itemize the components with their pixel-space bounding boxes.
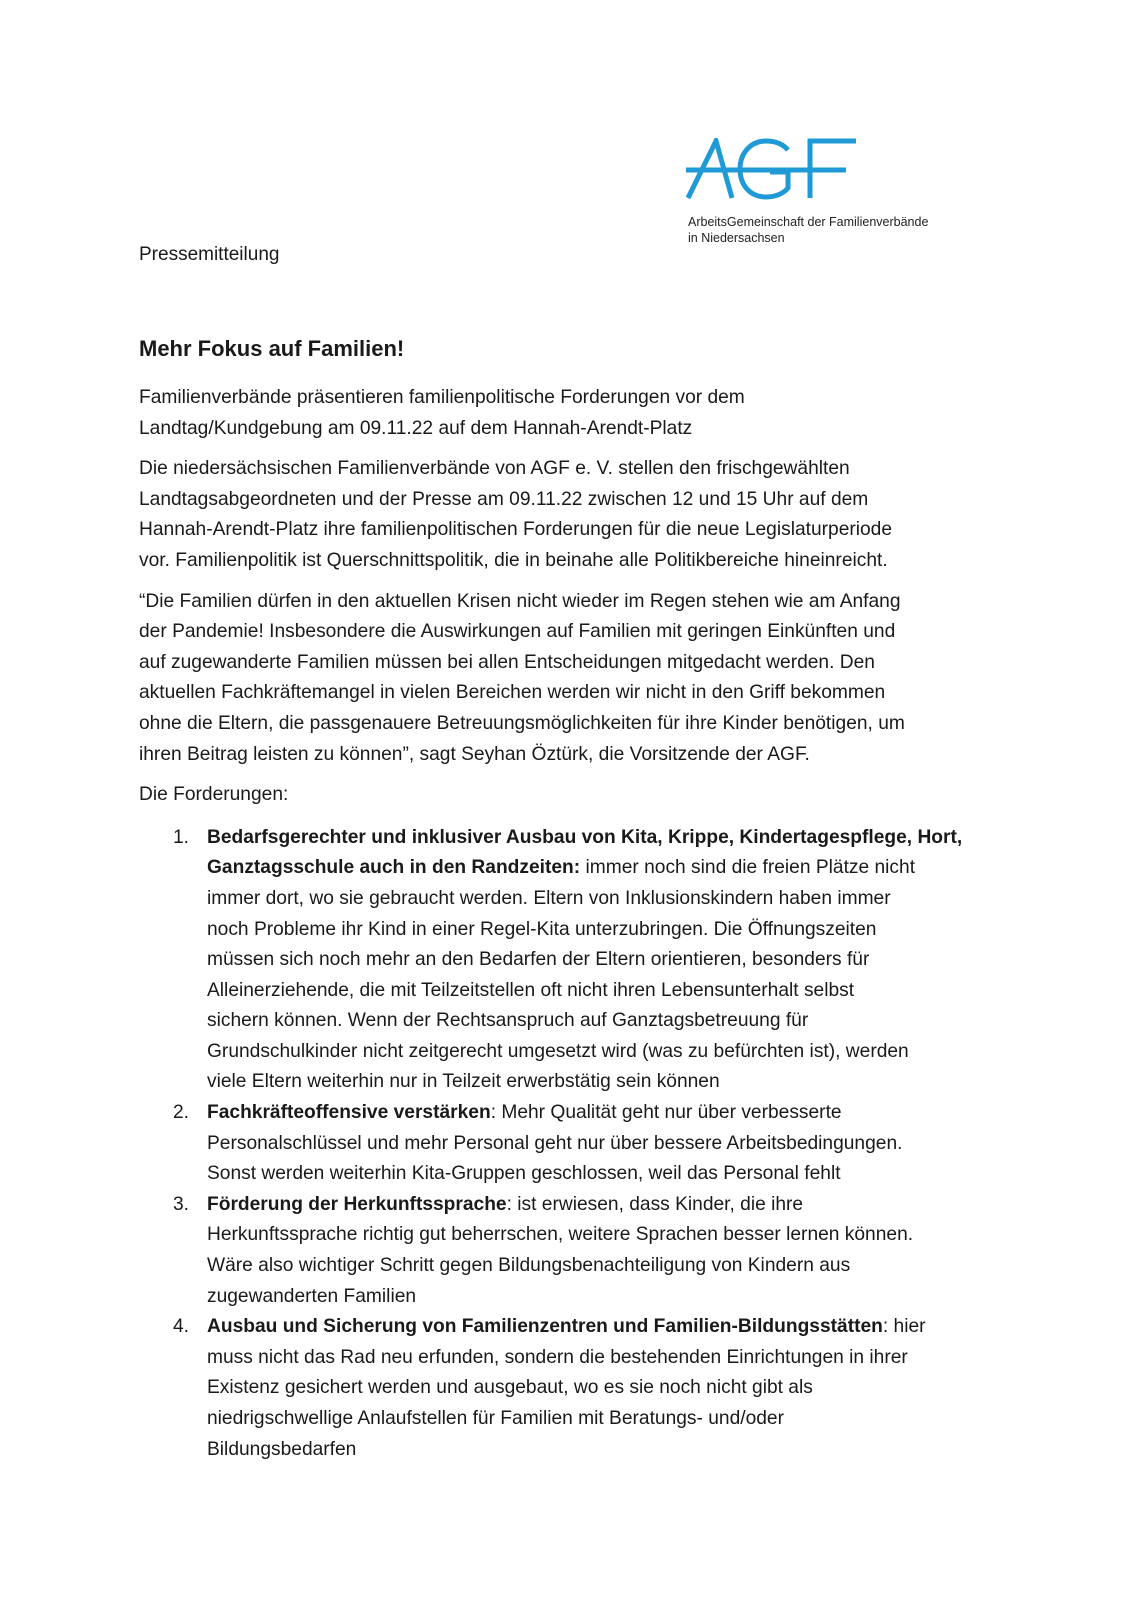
text-line	[207, 823, 1009, 854]
text-line: Existenz gesichert werden und ausgebaut, wo es sie noch nicht gibt als	[207, 1377, 813, 1399]
text-line: Die niedersächsischen Familienverbände von AGF e. V. stellen den frischgewählten	[139, 458, 850, 480]
list-item	[173, 1190, 1009, 1312]
text-line: ihren Beitrag leisten zu können”, sagt Seyhan Öztürk, die Vorsitzende der AGF.	[139, 743, 810, 765]
text-line: “Die Familien dürfen in den aktuellen Krisen nicht wieder im Regen stehen wie am Anfang	[139, 590, 901, 612]
agf-logo	[686, 138, 946, 246]
list-number: 2.	[173, 1102, 190, 1124]
demand-title: Ganztagsschule auch in den Randzeiten:	[207, 857, 581, 879]
document-body	[139, 383, 1009, 1465]
text-line: Familienverbände präsentieren familienpolitische Forderungen vor dem	[139, 387, 745, 408]
demand-title: Ausbau und Sicherung von Familienzentren und Familien-Bildungsstätten	[207, 1316, 883, 1338]
text-line: vor. Familienpolitik ist Querschnittspolitik, die in beinahe alle Politikbereiche hineinreicht.	[139, 549, 888, 571]
text-line: Hannah-Arendt-Platz ihre familienpolitischen Forderungen für die neue Legislaturperiode	[139, 519, 893, 541]
list-number: 4.	[173, 1316, 190, 1338]
logo-subtitle-line1: ArbeitsGemeinschaft der Familienverbände	[688, 215, 929, 229]
text-line: Personalschlüssel und mehr Personal geht nur über bessere Arbeitsbedingungen.	[207, 1132, 903, 1154]
demands-list	[139, 823, 1009, 1465]
list-item	[173, 823, 1009, 1098]
text-line	[207, 1190, 1009, 1221]
text-line: immer dort, wo sie gebraucht werden. Eltern von Inklusionskindern haben immer	[207, 887, 891, 909]
text-line: zugewanderten Familien	[207, 1285, 417, 1307]
text-line: auf zugewanderte Familien müssen bei allen Entscheidungen mitgedacht werden. Den	[139, 651, 875, 673]
list-number: 3.	[173, 1193, 190, 1215]
text-line: der Pandemie! Insbesondere die Auswirkungen auf Familien mit geringen Einkünften und	[139, 621, 896, 643]
text-line: Landtag/Kundgebung am 09.11.22 auf dem Hannah-Arendt-Platz	[139, 417, 693, 439]
demands-heading: Die Forderungen:	[139, 784, 289, 806]
lead-paragraph	[139, 383, 1009, 444]
text-line: niedrigschwellige Anlaufstellen für Familien mit Beratungs- und/oder	[207, 1408, 784, 1429]
demand-text: : ist erwiesen, dass Kinder, die ihre	[506, 1193, 804, 1215]
text-line: viele Eltern weiterhin nur in Teilzeit erwerbstätig sein können	[207, 1071, 720, 1093]
demand-text: : hier	[882, 1316, 926, 1338]
list-item	[173, 1312, 1009, 1465]
text-line: Sonst werden weiterhin Kita-Gruppen geschlossen, weil das Personal fehlt	[207, 1163, 841, 1185]
page-title: Mehr Fokus auf Familien!	[139, 336, 405, 361]
document-kind: Pressemitteilung	[139, 244, 280, 265]
list-item	[173, 1098, 1009, 1190]
list-number: 1.	[173, 826, 190, 848]
text-line: aktuellen Fachkräftemangel in vielen Bereichen werden wir nicht in den Griff bekommen	[139, 682, 886, 704]
text-line	[207, 1312, 1009, 1343]
text-line: muss nicht das Rad neu erfunden, sondern die bestehenden Einrichtungen in ihrer	[207, 1346, 908, 1368]
demand-text: : Mehr Qualität geht nur über verbesserte	[490, 1102, 842, 1124]
text-line: Wäre also wichtiger Schritt gegen Bildungsbenachteiligung von Kindern aus	[207, 1255, 851, 1277]
agf-logo-mark	[686, 138, 866, 200]
demand-title: Fachkräfteoffensive verstärken	[207, 1102, 491, 1124]
text-line: Alleinerziehende, die mit Teilzeitstellen oft nicht ihren Lebensunterhalt selbst	[207, 979, 855, 1001]
text-line: ohne die Eltern, die passgenauere Betreuungsmöglichkeiten für ihre Kinder benötigen, um	[139, 712, 905, 734]
demand-title: Bedarfsgerechter und inklusiver Ausbau von Kita, Krippe, Kindertagespflege, Hort,	[207, 826, 963, 848]
text-line	[207, 853, 1009, 884]
text-line: sichern können. Wenn der Rechtsanspruch auf Ganztagsbetreuung für	[207, 1010, 809, 1032]
intro-paragraph	[139, 454, 1009, 576]
text-line	[207, 1098, 1009, 1129]
demand-title: Förderung der Herkunftssprache	[207, 1193, 507, 1215]
text-line: Bildungsbedarfen	[207, 1438, 357, 1460]
text-line: Grundschulkinder nicht zeitgerecht umgesetzt wird (was zu befürchten ist), werden	[207, 1040, 909, 1062]
text-line: müssen sich noch mehr an den Bedarfen der Eltern orientieren, besonders für	[207, 949, 870, 971]
logo-subtitle-line2: in Niedersachsen	[688, 231, 785, 245]
text-line: noch Probleme ihr Kind in einer Regel-Kita unterzubringen. Die Öffnungszeiten	[207, 918, 877, 940]
quote-paragraph	[139, 587, 1009, 771]
text-line: Herkunftssprache richtig gut beherrschen, weitere Sprachen besser lernen können.	[207, 1224, 914, 1246]
text-line: Landtagsabgeordneten und der Presse am 09.11.22 zwischen 12 und 15 Uhr auf dem	[139, 488, 869, 510]
demand-text: immer noch sind die freien Plätze nicht	[580, 857, 916, 879]
